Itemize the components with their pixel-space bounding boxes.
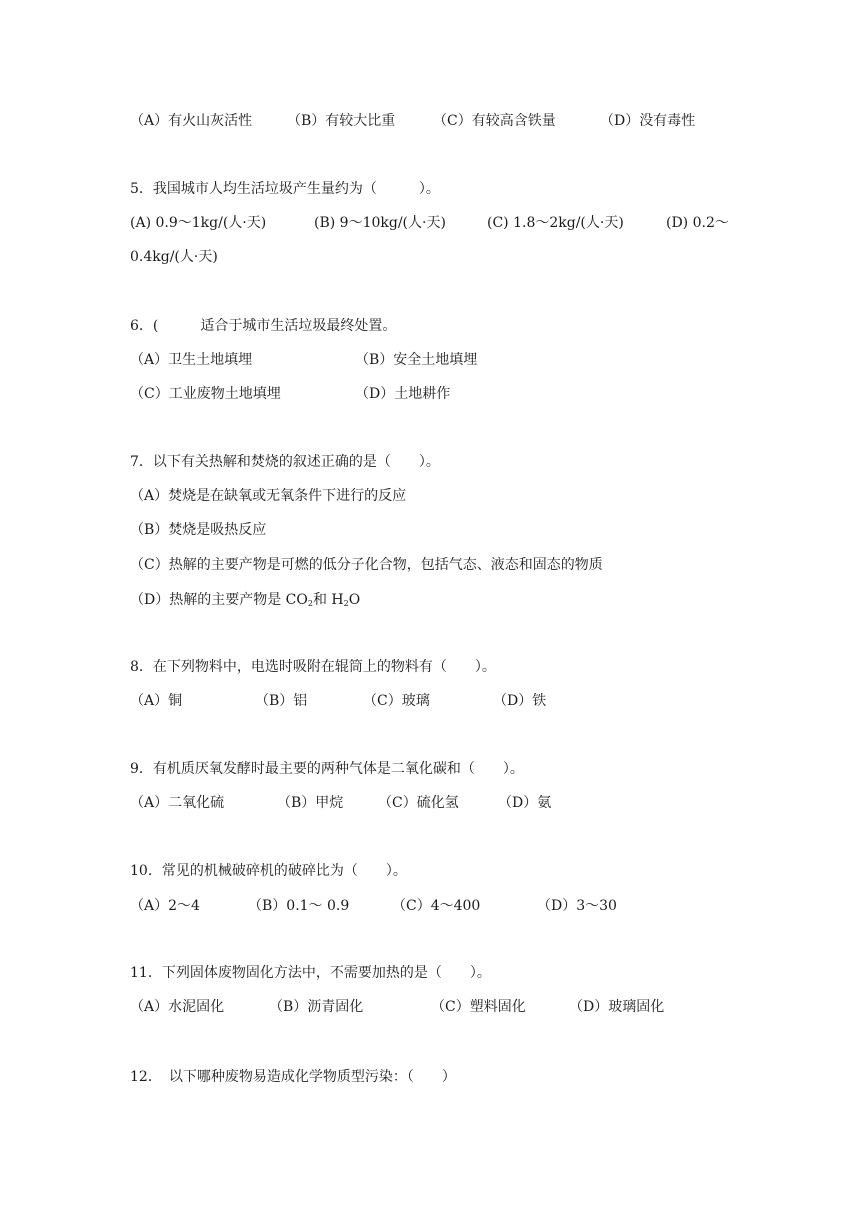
q10-option-c: （C）4～400: [392, 898, 481, 914]
q7-option-b: （B）焚烧是吸热反应: [130, 522, 267, 538]
q4-option-c: （C）有较高含铁量: [433, 113, 556, 129]
q8-option-b: （B）铝: [255, 693, 308, 709]
q9-option-a: （A）二氧化硫: [130, 795, 225, 811]
q9-option-d: （D）氨: [498, 795, 552, 811]
q9-stem: 9．有机质厌氧发酵时最主要的两种气体是二氧化碳和（ ）。: [130, 761, 524, 777]
q9-option-c: （C）硫化氢: [378, 795, 459, 811]
q6-option-c: （C）工业废物土地填埋: [130, 386, 281, 402]
q6-option-d: （D）土地耕作: [355, 386, 451, 402]
q4-option-a: （A）有火山灰活性: [130, 113, 253, 129]
q11-option-a: （A）水泥固化: [130, 999, 225, 1015]
q10-stem: 10．常见的机械破碎机的破碎比为（ ）。: [130, 863, 407, 879]
q10-option-b: （B）0.1～ 0.9: [248, 898, 350, 914]
q8-option-d: （D）铁: [493, 693, 547, 709]
q5-option-a: (A) 0.9～1kg/(人·天): [130, 215, 267, 231]
q5-option-d: (D) 0.2～: [666, 215, 729, 231]
q11-option-d: （D）玻璃固化: [569, 999, 665, 1015]
q4-option-d: （D）没有毒性: [600, 113, 696, 129]
q7-option-c: （C）热解的主要产物是可燃的低分子化合物，包括气态、液态和固态的物质: [130, 557, 603, 573]
q11-option-c: （C）塑料固化: [431, 999, 526, 1015]
h2o-subscript: 2: [343, 599, 349, 608]
q10-option-d: （D）3～30: [537, 898, 617, 914]
q12-stem: 12． 以下哪种废物易造成化学物质型污染：（ ）: [130, 1069, 456, 1085]
q11-option-b: （B）沥青固化: [269, 999, 364, 1015]
q7-option-d-mid: 和 H: [312, 592, 344, 608]
q11-stem: 11．下列固体废物固化方法中，不需要加热的是（ ）。: [130, 965, 491, 981]
q5-stem: 5．我国城市人均生活垃圾产生量约为（ ）。: [130, 181, 440, 197]
q4-option-b: （B）有较大比重: [287, 113, 396, 129]
q7-option-d-prefix: （D）热解的主要产物是 CO: [130, 592, 308, 608]
q5-option-d-continued: 0.4kg/(人·天): [130, 249, 218, 265]
q8-option-c: （C）玻璃: [363, 693, 430, 709]
q8-stem: 8．在下列物料中，电选时吸附在辊筒上的物料有（ ）。: [130, 659, 496, 675]
q7-option-d: [130, 591, 360, 609]
q6-option-b: （B）安全土地填埋: [355, 352, 478, 368]
q5-option-c: (C) 1.8～2kg/(人·天): [487, 215, 624, 231]
q10-option-a: （A）2～4: [130, 898, 200, 914]
q6-option-a: （A）卫生土地填埋: [130, 352, 253, 368]
q7-stem: 7．以下有关热解和焚烧的叙述正确的是（ ）。: [130, 454, 440, 470]
co2-subscript: 2: [307, 599, 313, 608]
q5-option-b: (B) 9～10kg/(人·天): [314, 215, 446, 231]
q8-option-a: （A）铜: [130, 693, 183, 709]
q6-stem: 6．( 适合于城市生活垃圾最终处置。: [130, 318, 397, 334]
q9-option-b: （B）甲烷: [277, 795, 344, 811]
q7-option-a: （A）焚烧是在缺氧或无氧条件下进行的反应: [130, 488, 407, 504]
q7-option-d-suffix: O: [348, 592, 361, 608]
